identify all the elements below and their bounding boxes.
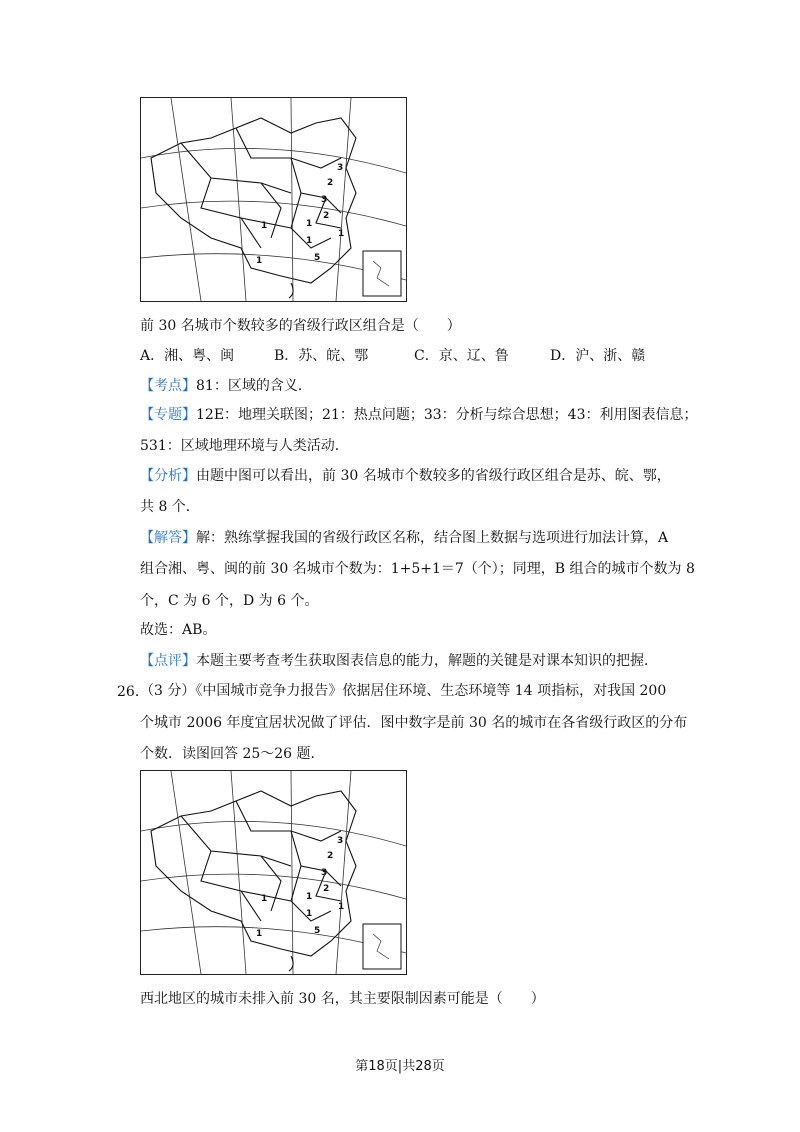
q26-number: 26． (117, 684, 149, 700)
fenxi (140, 466, 671, 486)
q26-stem-2: 个城市 2006 年度宜居状况做了评估．图中数字是前 30 名的城市在各省级行政区的分布 (140, 715, 688, 731)
option-a: A．湘、粤、闽 (140, 348, 235, 364)
jieda-cont-2: 个，C 为 6 个，D 为 6 个。 (140, 593, 319, 609)
map-svg (141, 771, 406, 974)
fenxi-tag: 【分析】 (140, 468, 196, 484)
china-province-map-2 (140, 770, 407, 975)
zhuanti-cont: 531：区域地理环境与人类活动． (140, 438, 349, 454)
q26-stem-3: 个数．读图回答 25～26 题． (140, 746, 325, 762)
q26-stem-1: （3 分）《中国城市竞争力报告》依据居住环境、生态环境等 14 项指标，对我国 200 (140, 683, 667, 699)
answer: 故选：AB。 (140, 622, 217, 638)
option-b: B．苏、皖、鄂 (274, 348, 369, 364)
map-number: 2 (327, 851, 334, 861)
map-number: 1 (306, 236, 313, 246)
q25-question: 前 30 名城市个数较多的省级行政区组合是（ ） (140, 318, 461, 334)
map-number: 2 (323, 884, 330, 894)
map-number: 1 (338, 229, 345, 239)
map-number: 1 (306, 219, 313, 229)
dianping (140, 651, 658, 671)
kaodian-tag: 【考点】 (140, 378, 196, 394)
map-number: 1 (261, 221, 268, 231)
map-number: 1 (256, 256, 263, 266)
jieda (140, 528, 668, 548)
zhuanti-text: 12E：地理关联图；21：热点问题；33：分析与综合思想；43：利用图表信息； (196, 407, 698, 423)
option-c: C．京、辽、鲁 (414, 348, 509, 364)
china-province-map-1 (140, 97, 407, 302)
jieda-cont-1: 组合湘、粤、闽的前 30 名城市个数为：1+5+1＝7（个）；同理，B 组合的城市个数为 8 (140, 561, 695, 577)
q26-question: 西北地区的城市未排入前 30 名，其主要限制因素可能是（ ） (140, 991, 545, 1007)
map-number: 1 (261, 894, 268, 904)
map-number: 1 (306, 892, 313, 902)
q25-options (140, 346, 645, 366)
kaodian-text: 81：区域的含义． (196, 378, 312, 394)
map-number: 2 (323, 211, 330, 221)
map-number: 5 (314, 926, 321, 936)
map-number: 3 (321, 195, 328, 205)
zhuanti-tag: 【专题】 (140, 407, 196, 423)
kaodian (140, 376, 312, 396)
page-footer: 第18页|共28页 (355, 1059, 445, 1074)
map-number: 3 (337, 163, 344, 173)
map-svg (141, 98, 406, 301)
map-number: 1 (306, 909, 313, 919)
map-number: 1 (338, 902, 345, 912)
map-number: 5 (314, 253, 321, 263)
zhuanti (140, 405, 697, 425)
fenxi-cont: 共 8 个． (140, 499, 200, 515)
dianping-tag: 【点评】 (140, 653, 196, 669)
map-number: 3 (321, 868, 328, 878)
dianping-text: 本题主要考查考生获取图表信息的能力，解题的关键是对课本知识的把握． (196, 653, 658, 669)
jieda-text: 解：熟练掌握我国的省级行政区名称，结合图上数据与选项进行加法计算，A (196, 530, 669, 546)
option-d: D．沪、浙、赣 (550, 348, 646, 364)
map-number: 3 (337, 836, 344, 846)
map-number: 2 (327, 178, 334, 188)
fenxi-text: 由题中图可以看出，前 30 名城市个数较多的省级行政区组合是苏、皖、鄂， (196, 468, 671, 484)
map-number: 1 (256, 929, 263, 939)
jieda-tag: 【解答】 (140, 530, 196, 546)
